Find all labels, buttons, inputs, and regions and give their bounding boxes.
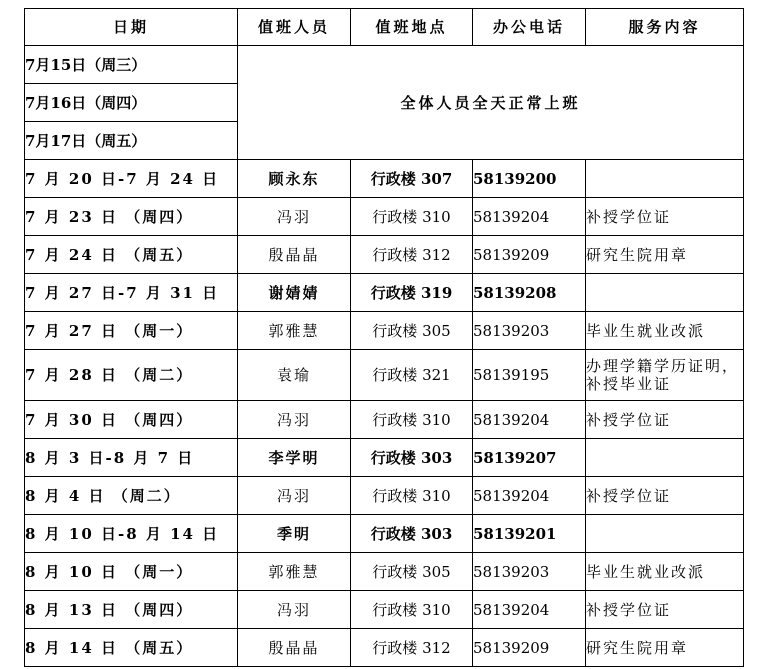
table-row [25,274,744,312]
table-row [25,401,744,439]
date-cell: 8 月 14 日 （周五） [25,629,238,667]
header-date: 日期 [25,9,238,46]
normal-work-notice: 全体人员全天正常上班 [238,46,744,160]
date-cell: 8 月 10 日 （周一） [25,553,238,591]
header-location: 值班地点 [351,9,473,46]
phone-cell: 58139203 [473,312,586,350]
date-cell: 7 月 30 日 （周四） [25,401,238,439]
staff-cell: 郭雅慧 [238,553,351,591]
phone-cell: 58139208 [473,274,586,312]
date-cell: 7 月 20 日-7 月 24 日 [25,160,238,198]
table-row [25,236,744,274]
staff-cell: 谢婧婧 [238,274,351,312]
staff-cell: 郭雅慧 [238,312,351,350]
service-cell: 研究生院用章 [586,236,744,274]
location-cell: 行政楼 312 [351,629,473,667]
table-row [25,198,744,236]
phone-cell: 58139201 [473,515,586,553]
service-cell: 补授学位证 [586,198,744,236]
header-service: 服务内容 [586,9,744,46]
location-cell: 行政楼 310 [351,198,473,236]
service-cell [586,160,744,198]
date-cell: 7 月 27 日-7 月 31 日 [25,274,238,312]
service-cell: 毕业生就业改派 [586,312,744,350]
table-row [25,477,744,515]
service-cell [586,274,744,312]
table-row [25,160,744,198]
table-row [25,350,744,401]
date-cell: 7月17日（周五） [25,122,238,160]
table-row [25,439,744,477]
table-row [25,46,744,84]
service-cell: 补授学位证 [586,401,744,439]
header-row [25,9,744,46]
phone-cell: 58139207 [473,439,586,477]
location-cell: 行政楼 303 [351,515,473,553]
location-cell: 行政楼 305 [351,312,473,350]
table-row [25,312,744,350]
date-cell: 8 月 10 日-8 月 14 日 [25,515,238,553]
staff-cell: 冯羽 [238,198,351,236]
phone-cell: 58139204 [473,591,586,629]
service-cell: 毕业生就业改派 [586,553,744,591]
table-row [25,553,744,591]
date-cell: 8 月 3 日-8 月 7 日 [25,439,238,477]
staff-cell: 冯羽 [238,401,351,439]
phone-cell: 58139204 [473,198,586,236]
location-cell: 行政楼 303 [351,439,473,477]
staff-cell: 冯羽 [238,591,351,629]
service-cell: 办理学籍学历证明，补授毕业证 [586,350,744,401]
staff-cell: 顾永东 [238,160,351,198]
date-cell: 7 月 28 日 （周二） [25,350,238,401]
table-row [25,515,744,553]
duty-schedule-table [24,8,744,667]
date-cell: 7 月 24 日 （周五） [25,236,238,274]
location-cell: 行政楼 307 [351,160,473,198]
phone-cell: 58139204 [473,401,586,439]
service-cell: 研究生院用章 [586,629,744,667]
staff-cell: 冯羽 [238,477,351,515]
date-cell: 7月15日（周三） [25,46,238,84]
date-cell: 7 月 23 日 （周四） [25,198,238,236]
service-cell [586,515,744,553]
header-phone: 办公电话 [473,9,586,46]
phone-cell: 58139195 [473,350,586,401]
location-cell: 行政楼 310 [351,401,473,439]
phone-cell: 58139204 [473,477,586,515]
table-row [25,629,744,667]
table-row [25,591,744,629]
date-cell: 8 月 13 日 （周四） [25,591,238,629]
location-cell: 行政楼 305 [351,553,473,591]
date-cell: 7 月 27 日 （周一） [25,312,238,350]
phone-cell: 58139209 [473,629,586,667]
date-cell: 7月16日（周四） [25,84,238,122]
staff-cell: 袁瑜 [238,350,351,401]
staff-cell: 殷晶晶 [238,236,351,274]
service-cell: 补授学位证 [586,477,744,515]
location-cell: 行政楼 310 [351,477,473,515]
staff-cell: 李学明 [238,439,351,477]
phone-cell: 58139209 [473,236,586,274]
date-cell: 8 月 4 日 （周二） [25,477,238,515]
staff-cell: 殷晶晶 [238,629,351,667]
service-cell [586,439,744,477]
location-cell: 行政楼 319 [351,274,473,312]
location-cell: 行政楼 312 [351,236,473,274]
location-cell: 行政楼 310 [351,591,473,629]
service-cell: 补授学位证 [586,591,744,629]
header-staff: 值班人员 [238,9,351,46]
location-cell: 行政楼 321 [351,350,473,401]
phone-cell: 58139203 [473,553,586,591]
staff-cell: 季明 [238,515,351,553]
phone-cell: 58139200 [473,160,586,198]
